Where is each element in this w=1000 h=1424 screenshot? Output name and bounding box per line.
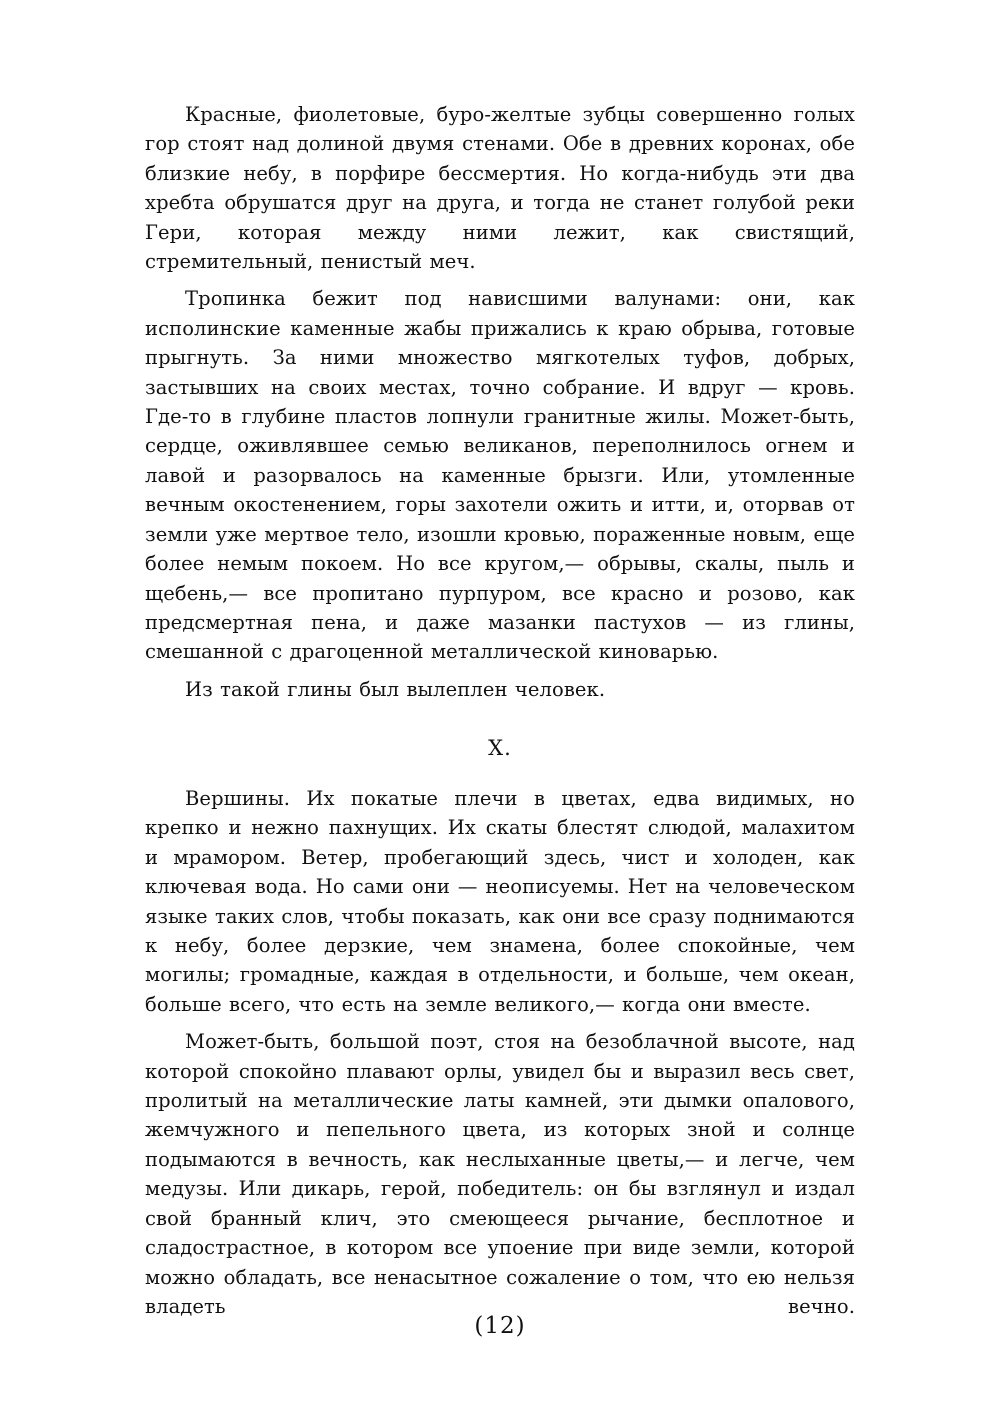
paragraph: Тропинка бежит под нависшими валунами: они, как исполинские каменные жабы прижались к краю обрыва, готовые прыгнуть. За ними множество мягкотелых туфов, добрых, застывших на своих местах, точно собрание. И вдруг — кровь. Где-то в глубине пластов лопнули гранитные жилы. Может-быть, сердце, оживлявшее семью великанов, переполнилось огнем и лавой и разорвалось на каменные брызги. Или, утомленные вечным окостенением, горы захотели ожить и итти, и, оторвав от земли уже мертвое тело, изошли кровью, пораженные новым, еще более немым покоем. Но все кругом,— обрывы, скалы, пыль и щебень,— все пропитано пурпуром, все красно и розово, как предсмертная пена, и даже мазанки пастухов — из глины, смешанной с драгоценной металлической киноварью. [145, 287, 855, 664]
paragraph: Из такой глины был вылеплен человек. [185, 677, 606, 701]
paragraph: Вершины. Их покатые плечи в цветах, едва видимых, но крепко и нежно пахнущих. Их скаты блестят слюдой, малахитом и мрамором. Ветер, пробегающий здесь, чист и холоден, как ключевая вода. Но сами они — неописуемы. Нет на человеческом языке таких слов, чтобы показать, как они все сразу поднимаются к небу, более дерзкие, чем знамена, более спокойные, чем могилы; громадные, каждая в отдельности, и больше, чем океан, больше всего, что есть на земле великого,— когда они вместе. [145, 787, 856, 1016]
page-number: (12) [474, 1313, 526, 1339]
paragraph: Красные, фиолетовые, буро-желтые зубцы совершенно голых гор стоят над долиной двумя стенами. Обе в древних коронах, обе близкие небу, в порфире бессмертия. Но когда-нибудь эти два хребта обрушатся друг на друга, и тогда не станет голубой реки Гери, которая между ними лежит, как свистящий, стремительный, пенистый меч. [145, 103, 855, 274]
section-heading: X. [488, 736, 512, 760]
text-block-top [145, 100, 855, 704]
text-block-bottom [145, 784, 855, 1321]
paragraph: Может-быть, большой поэт, стоя на безоблачной высоте, над которой спокойно плавают орлы, увидел бы и выразил весь свет, пролитый на металлические латы камней, эти дымки опалового, жемчужного и пепельного цвета, из которых зной и солнце подымаются в вечность, как неслыханные цветы,— и легче, чем медузы. Или дикарь, герой, победитель: он бы взглянул и издал свой бранный клич, это смеющееся рычание, бесплотное и сладострастное, в котором все упоение при виде земли, которой можно обладать, все ненасытное сожаление о том, что ею нельзя владеть вечно. [145, 1030, 855, 1318]
